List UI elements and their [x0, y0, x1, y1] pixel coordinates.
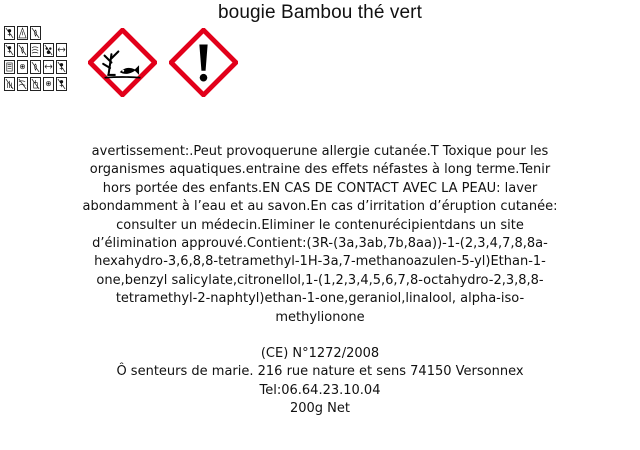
- no-children-icon: [56, 77, 67, 91]
- hazard-warning-text: avertissement:.Peut provoquerune allergie cutanée.T Toxique pour les organismes aquatiques.entraine des effets néfastes à long terme.Tenir hors portée des enfants.EN CAS DE CONTACT AVEC LA PEAU: laver abondamment à l’eau et au savon.En cas d’irritation d’éruption cutanée: consulter un médecin.Eliminer le contenurécipientdans un site d’élimination approuvé.Contient:(3R-(3a,3ab,7b,8aa))-1-(2,3,4,7,8,8a-hexahydro-3,6,8,8-tetramethyl-1H-3a,7-methanoazulen-5-yl)Ethan-1-one,benzyl salicylate,citronellol,1-(1,2,3,4,5,6,7,8-octahydro-2,3,8,8-tetramethyl-2-naphtyl)ethan-1-one,geraniol,linalool, alpha-iso-methylionone: [82, 144, 558, 325]
- supervise-icon: [43, 77, 54, 91]
- net-weight: 200g Net: [289, 401, 351, 417]
- distance-icon: [56, 43, 67, 57]
- no-children-icon: [4, 43, 15, 57]
- no-flame-icon: [30, 60, 41, 74]
- no-flame-nearby-icon: [30, 26, 41, 40]
- ghs09-environment-hazard-icon: [88, 28, 157, 97]
- pictogram-row: [4, 43, 74, 57]
- company-phone: Tel:06.64.23.10.04: [259, 382, 381, 398]
- pictogram-row: [4, 77, 74, 91]
- read-instructions-icon: [4, 60, 15, 74]
- warning-triangle-icon: [17, 26, 28, 40]
- no-wax-icon: [30, 77, 41, 91]
- label-text-block: [80, 143, 560, 419]
- drafts-icon: [30, 43, 41, 57]
- ghs07-exclamation-mark-icon: [169, 28, 238, 97]
- supervise-icon: [17, 60, 28, 74]
- product-title: bougie Bambou thé vert: [218, 2, 422, 23]
- pictogram-row: [4, 60, 74, 74]
- distance-icon: [43, 60, 54, 74]
- no-children-icon: [4, 26, 15, 40]
- no-children-icon: [56, 60, 67, 74]
- no-drafts-icon: [17, 77, 28, 91]
- no-touch-icon: [4, 77, 15, 91]
- company-address: Ô senteurs de marie. 216 rue nature et sens 74150 Versonnex: [116, 364, 524, 380]
- no-flame-icon: [17, 43, 28, 57]
- candle-safety-pictograms: [4, 26, 74, 94]
- no-pets-icon: [43, 43, 54, 57]
- pictogram-row: [4, 26, 74, 40]
- ce-regulation: (CE) N°1272/2008: [260, 346, 380, 362]
